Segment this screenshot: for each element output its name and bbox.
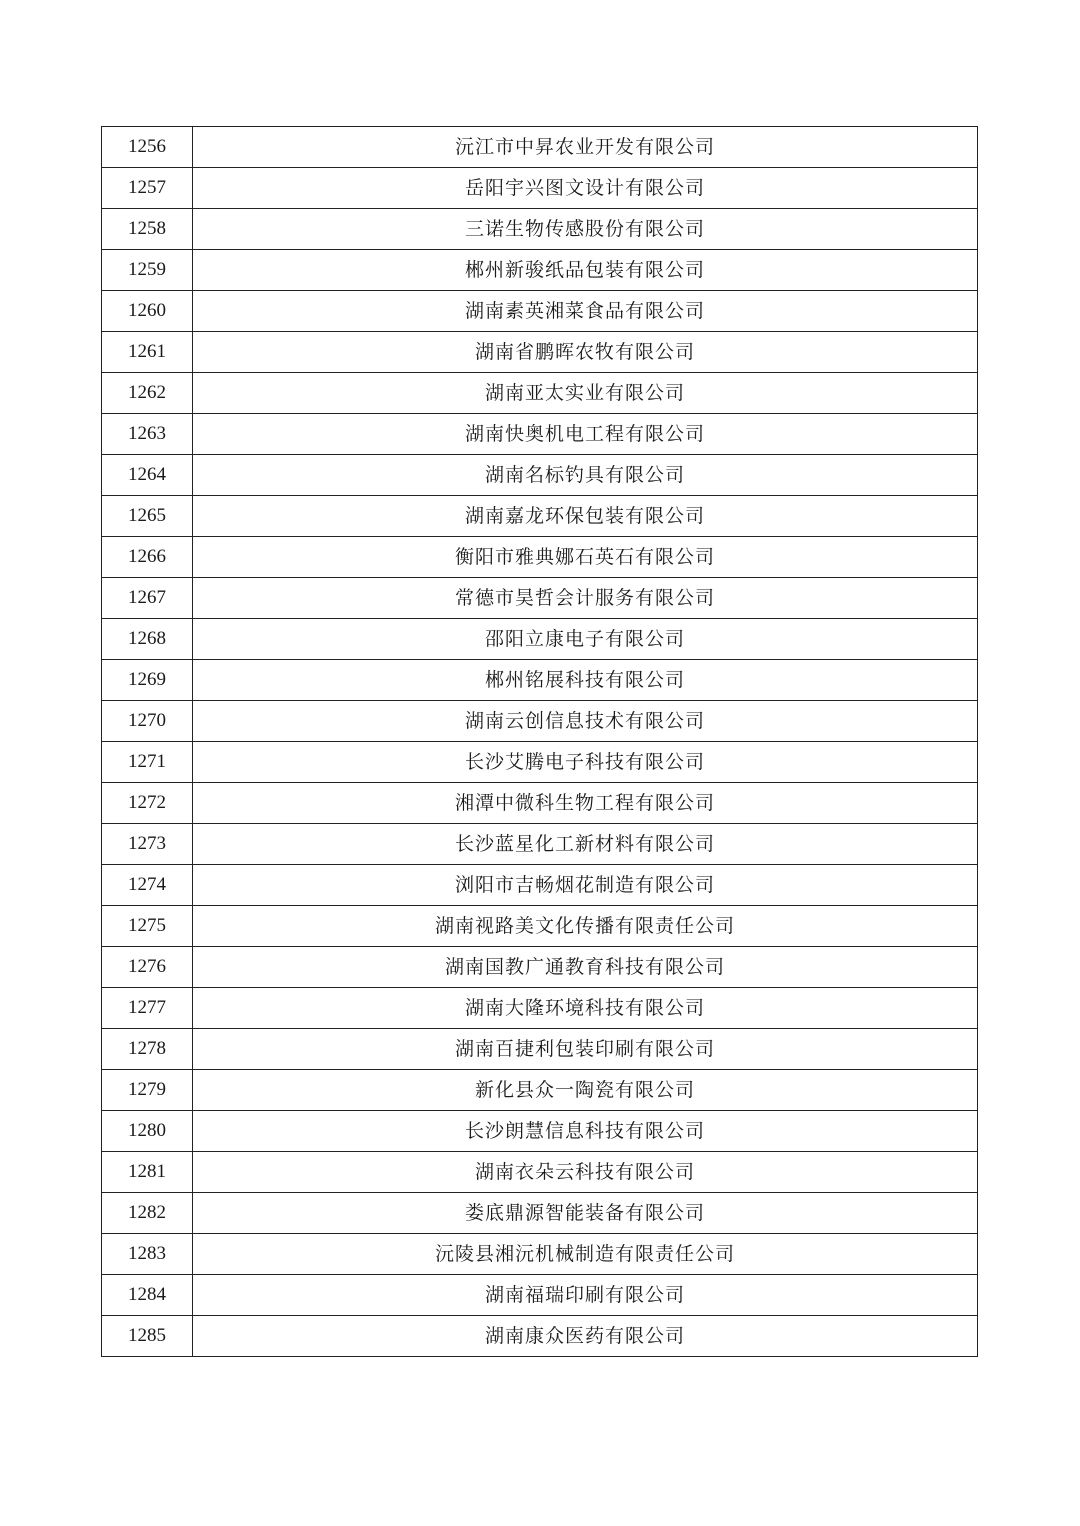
company-name: 邵阳立康电子有限公司: [193, 619, 978, 660]
row-number: 1271: [102, 742, 193, 783]
company-name: 常德市昊哲会计服务有限公司: [193, 578, 978, 619]
company-name: 湖南省鹏晖农牧有限公司: [193, 332, 978, 373]
table-row: [102, 373, 978, 414]
row-number: 1257: [102, 168, 193, 209]
company-name: 湖南亚太实业有限公司: [193, 373, 978, 414]
row-number: 1261: [102, 332, 193, 373]
row-number: 1281: [102, 1152, 193, 1193]
table-row: [102, 619, 978, 660]
company-name: 岳阳宇兴图文设计有限公司: [193, 168, 978, 209]
table-row: [102, 291, 978, 332]
table-row: [102, 1070, 978, 1111]
table-row: [102, 168, 978, 209]
row-number: 1270: [102, 701, 193, 742]
company-name: 浏阳市吉畅烟花制造有限公司: [193, 865, 978, 906]
table-row: [102, 537, 978, 578]
table-row: [102, 1234, 978, 1275]
table-row: [102, 578, 978, 619]
company-name: 长沙蓝星化工新材料有限公司: [193, 824, 978, 865]
row-number: 1263: [102, 414, 193, 455]
table-row: [102, 250, 978, 291]
row-number: 1272: [102, 783, 193, 824]
company-name: 湖南嘉龙环保包装有限公司: [193, 496, 978, 537]
company-name: 三诺生物传感股份有限公司: [193, 209, 978, 250]
table-row: [102, 1152, 978, 1193]
row-number: 1269: [102, 660, 193, 701]
table-row: [102, 865, 978, 906]
row-number: 1267: [102, 578, 193, 619]
company-name: 衡阳市雅典娜石英石有限公司: [193, 537, 978, 578]
row-number: 1284: [102, 1275, 193, 1316]
table-row: [102, 414, 978, 455]
row-number: 1283: [102, 1234, 193, 1275]
company-name: 娄底鼎源智能装备有限公司: [193, 1193, 978, 1234]
company-name: 湖南视路美文化传播有限责任公司: [193, 906, 978, 947]
row-number: 1277: [102, 988, 193, 1029]
row-number: 1280: [102, 1111, 193, 1152]
company-name: 沅陵县湘沅机械制造有限责任公司: [193, 1234, 978, 1275]
company-name: 湖南福瑞印刷有限公司: [193, 1275, 978, 1316]
table-row: [102, 1275, 978, 1316]
row-number: 1273: [102, 824, 193, 865]
row-number: 1276: [102, 947, 193, 988]
row-number: 1282: [102, 1193, 193, 1234]
company-name: 湖南素英湘菜食品有限公司: [193, 291, 978, 332]
row-number: 1266: [102, 537, 193, 578]
row-number: 1285: [102, 1316, 193, 1357]
row-number: 1278: [102, 1029, 193, 1070]
table-row: [102, 496, 978, 537]
company-name: 湖南衣朵云科技有限公司: [193, 1152, 978, 1193]
table-row: [102, 332, 978, 373]
table-row: [102, 783, 978, 824]
table-row: [102, 1111, 978, 1152]
table-row: [102, 660, 978, 701]
company-name: 湖南国教广通教育科技有限公司: [193, 947, 978, 988]
company-name: 湖南百捷利包装印刷有限公司: [193, 1029, 978, 1070]
table-row: [102, 1316, 978, 1357]
row-number: 1264: [102, 455, 193, 496]
row-number: 1274: [102, 865, 193, 906]
company-name: 湖南云创信息技术有限公司: [193, 701, 978, 742]
table-row: [102, 127, 978, 168]
row-number: 1279: [102, 1070, 193, 1111]
table-row: [102, 1029, 978, 1070]
table-row: [102, 742, 978, 783]
company-name: 新化县众一陶瓷有限公司: [193, 1070, 978, 1111]
row-number: 1275: [102, 906, 193, 947]
company-name: 长沙艾腾电子科技有限公司: [193, 742, 978, 783]
row-number: 1262: [102, 373, 193, 414]
table-row: [102, 906, 978, 947]
table-row: [102, 209, 978, 250]
table-row: [102, 988, 978, 1029]
company-list-table: [101, 126, 978, 1357]
company-name: 郴州铭展科技有限公司: [193, 660, 978, 701]
company-name: 湖南康众医药有限公司: [193, 1316, 978, 1357]
table-row: [102, 455, 978, 496]
row-number: 1259: [102, 250, 193, 291]
table-row: [102, 824, 978, 865]
company-name: 湘潭中微科生物工程有限公司: [193, 783, 978, 824]
company-name: 长沙朗慧信息科技有限公司: [193, 1111, 978, 1152]
row-number: 1258: [102, 209, 193, 250]
table-row: [102, 701, 978, 742]
row-number: 1256: [102, 127, 193, 168]
company-name: 湖南名标钓具有限公司: [193, 455, 978, 496]
company-name: 沅江市中昇农业开发有限公司: [193, 127, 978, 168]
table-row: [102, 947, 978, 988]
row-number: 1268: [102, 619, 193, 660]
row-number: 1260: [102, 291, 193, 332]
company-name: 湖南快奥机电工程有限公司: [193, 414, 978, 455]
company-name: 郴州新骏纸品包装有限公司: [193, 250, 978, 291]
row-number: 1265: [102, 496, 193, 537]
table-row: [102, 1193, 978, 1234]
company-name: 湖南大隆环境科技有限公司: [193, 988, 978, 1029]
table-body: [102, 127, 978, 1357]
